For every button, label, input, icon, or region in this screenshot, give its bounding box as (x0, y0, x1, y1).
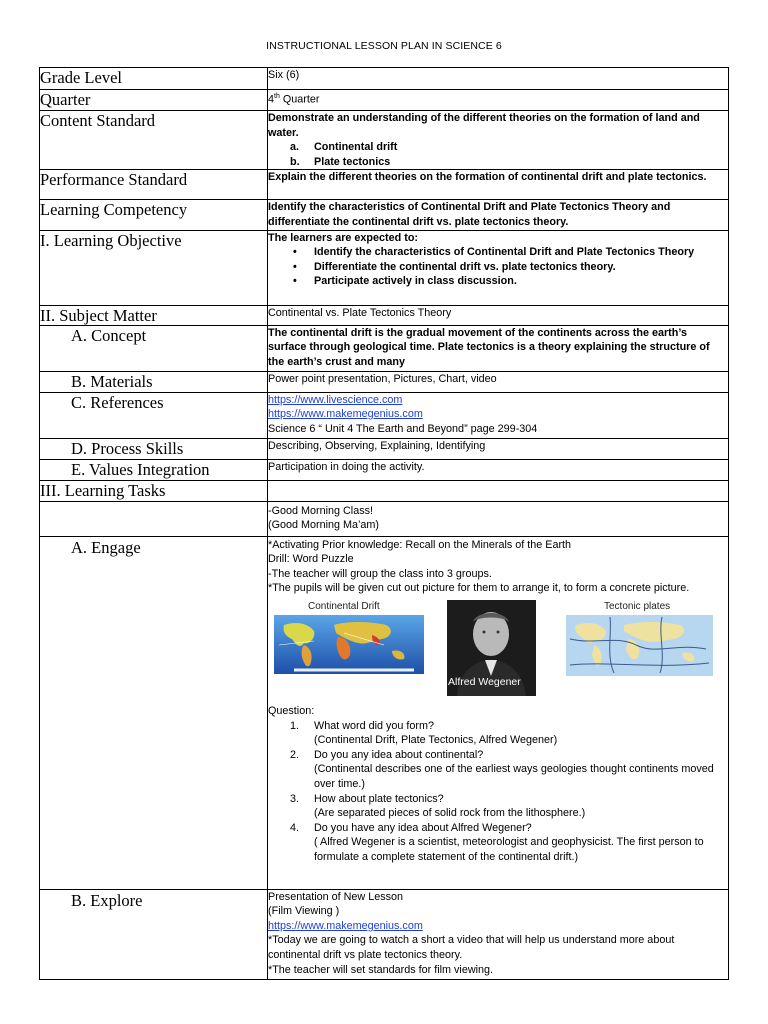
explore-line: *Today we are going to watch a short a video that will help us understand more about continental drift vs plate tectonics theory. (268, 934, 675, 961)
value-explore (268, 889, 729, 979)
value-quarter (268, 90, 729, 111)
list-item (268, 719, 728, 748)
list-marker: 4. (290, 821, 300, 834)
answer-text: (Continental describes one of the earliest ways geologies thought continents moved over time.) (314, 763, 714, 790)
list-item (268, 140, 728, 155)
row-engage (40, 536, 729, 889)
label-materials: B. Materials (40, 371, 268, 392)
question-label: Question: (268, 704, 315, 717)
value-engage (268, 536, 729, 889)
list-item (268, 155, 728, 170)
label-content-standard: Content Standard (40, 111, 268, 170)
label-explore: B. Explore (40, 889, 268, 979)
value-learning-objective (268, 230, 729, 305)
content-standard-list (268, 140, 728, 169)
label-greeting (40, 501, 268, 536)
reference-link[interactable]: https://www.livescience.com (268, 393, 403, 406)
value-greeting (268, 501, 729, 536)
engage-line: Drill: Word Puzzle (268, 553, 354, 566)
list-item (268, 821, 728, 865)
question-text: What word did you form? (314, 719, 435, 732)
list-marker: a. (290, 141, 300, 154)
row-learning-competency (40, 200, 729, 230)
label-concept: A. Concept (40, 325, 268, 371)
bullet-icon: • (293, 260, 297, 273)
answer-text: ( Alfred Wegener is a scientist, meteorologist and geophysicist. The first person to formulate a complete statement of the continental drift.) (314, 836, 704, 863)
alfred-wegener-caption: Alfred Wegener (448, 675, 521, 688)
value-references (268, 392, 729, 438)
list-item (268, 748, 728, 792)
lesson-plan-table (39, 67, 729, 980)
value-learning-competency: Identify the characteristics of Continental Drift and Plate Tectonics Theory and differentiate the continental drift vs. plate tectonics theory. (268, 200, 729, 230)
quarter-word: Quarter (279, 93, 320, 106)
question-text: Do you have any idea about Alfred Wegener? (314, 821, 532, 834)
list-text: Differentiate the continental drift vs. plate tectonics theory. (314, 260, 616, 273)
row-explore (40, 889, 729, 979)
reference-book: Science 6 “ Unit 4 The Earth and Beyond” page 299-304 (268, 422, 538, 435)
greeting-line: -Good Morning Class! (268, 504, 374, 517)
document-title: INSTRUCTIONAL LESSON PLAN IN SCIENCE 6 (266, 40, 502, 52)
label-learning-objective: I. Learning Objective (40, 230, 268, 305)
tectonic-plates-map-image (566, 615, 713, 676)
label-grade-level: Grade Level (40, 68, 268, 90)
value-learning-tasks (268, 480, 729, 501)
list-item (268, 274, 728, 289)
list-text: Identify the characteristics of Continental Drift and Plate Tectonics Theory (314, 246, 695, 259)
question-list (268, 719, 728, 865)
row-performance-standard (40, 170, 729, 200)
label-learning-tasks: III. Learning Tasks (40, 480, 268, 501)
explore-line: Presentation of New Lesson (268, 890, 404, 903)
row-learning-objective (40, 230, 729, 305)
row-subject-matter (40, 305, 729, 325)
value-content-standard (268, 111, 729, 170)
bullet-icon: • (293, 246, 297, 259)
quarter-number: 4 (268, 93, 275, 106)
answer-text: (Continental Drift, Plate Tectonics, Alfred Wegener) (314, 734, 558, 747)
value-process-skills: Describing, Observing, Explaining, Identifying (268, 438, 729, 459)
row-quarter (40, 90, 729, 111)
value-subject-matter: Continental vs. Plate Tectonics Theory (268, 305, 729, 325)
question-text: How about plate tectonics? (314, 792, 444, 805)
row-process-skills (40, 438, 729, 459)
list-text: Plate tectonics (314, 155, 391, 168)
label-values-integration: E. Values Integration (40, 459, 268, 480)
answer-text: (Are separated pieces of solid rock from the lithosphere.) (314, 807, 586, 820)
engage-line: *Activating Prior knowledge: Recall on the Minerals of the Earth (268, 538, 572, 551)
greeting-response: (Good Morning Ma’am) (268, 519, 380, 532)
content-standard-text: Demonstrate an understanding of the different theories on the formation of land and water. (268, 112, 700, 139)
label-quarter: Quarter (40, 90, 268, 111)
explore-line: *The teacher will set standards for film viewing. (268, 963, 494, 976)
bullet-icon: • (293, 275, 297, 288)
explore-link[interactable]: https://www.makemegenius.com (268, 919, 423, 932)
list-marker: 1. (290, 719, 300, 732)
quarter-suffix: th (274, 93, 280, 100)
value-concept: The continental drift is the gradual movement of the continents across the earth’s surface through geological time. Plate tectonics is a theory explaining the structure of the earth’s crust and many (268, 325, 729, 371)
label-engage: A. Engage (40, 536, 268, 889)
explore-line: (Film Viewing ) (268, 905, 340, 918)
row-values-integration (40, 459, 729, 480)
row-references (40, 392, 729, 438)
value-grade-level: Six (6) (268, 68, 729, 90)
label-performance-standard: Performance Standard (40, 170, 268, 200)
reference-link[interactable]: https://www.makemegenius.com (268, 408, 423, 421)
list-text: Participate actively in class discussion. (314, 275, 517, 288)
row-grade-level (40, 68, 729, 90)
list-marker: 3. (290, 792, 300, 805)
engage-pictures (268, 602, 728, 704)
engage-line: *The pupils will be given cut out picture for them to arrange it, to form a concrete picture. (268, 582, 690, 595)
continental-drift-map-image (274, 615, 424, 674)
objective-intro: The learners are expected to: (268, 231, 419, 244)
question-text: Do you any idea about continental? (314, 748, 484, 761)
value-materials: Power point presentation, Pictures, Chart, video (268, 371, 729, 392)
list-item (268, 792, 728, 821)
list-text: Continental drift (314, 141, 398, 154)
label-process-skills: D. Process Skills (40, 438, 268, 459)
row-materials (40, 371, 729, 392)
row-concept (40, 325, 729, 371)
label-references: C. References (40, 392, 268, 438)
value-values-integration: Participation in doing the activity. (268, 459, 729, 480)
row-greeting (40, 501, 729, 536)
tectonic-plates-caption: Tectonic plates (604, 600, 671, 612)
list-marker: b. (290, 155, 300, 168)
label-subject-matter: II. Subject Matter (40, 305, 268, 325)
list-item (268, 245, 728, 260)
list-item (268, 260, 728, 275)
value-performance-standard: Explain the different theories on the formation of continental drift and plate tectonics. (268, 170, 729, 200)
label-learning-competency: Learning Competency (40, 200, 268, 230)
row-learning-tasks (40, 480, 729, 501)
engage-line: -The teacher will group the class into 3 groups. (268, 567, 492, 580)
continental-drift-caption: Continental Drift (308, 600, 380, 612)
objective-list (268, 245, 728, 289)
list-marker: 2. (290, 748, 300, 761)
row-content-standard (40, 111, 729, 170)
